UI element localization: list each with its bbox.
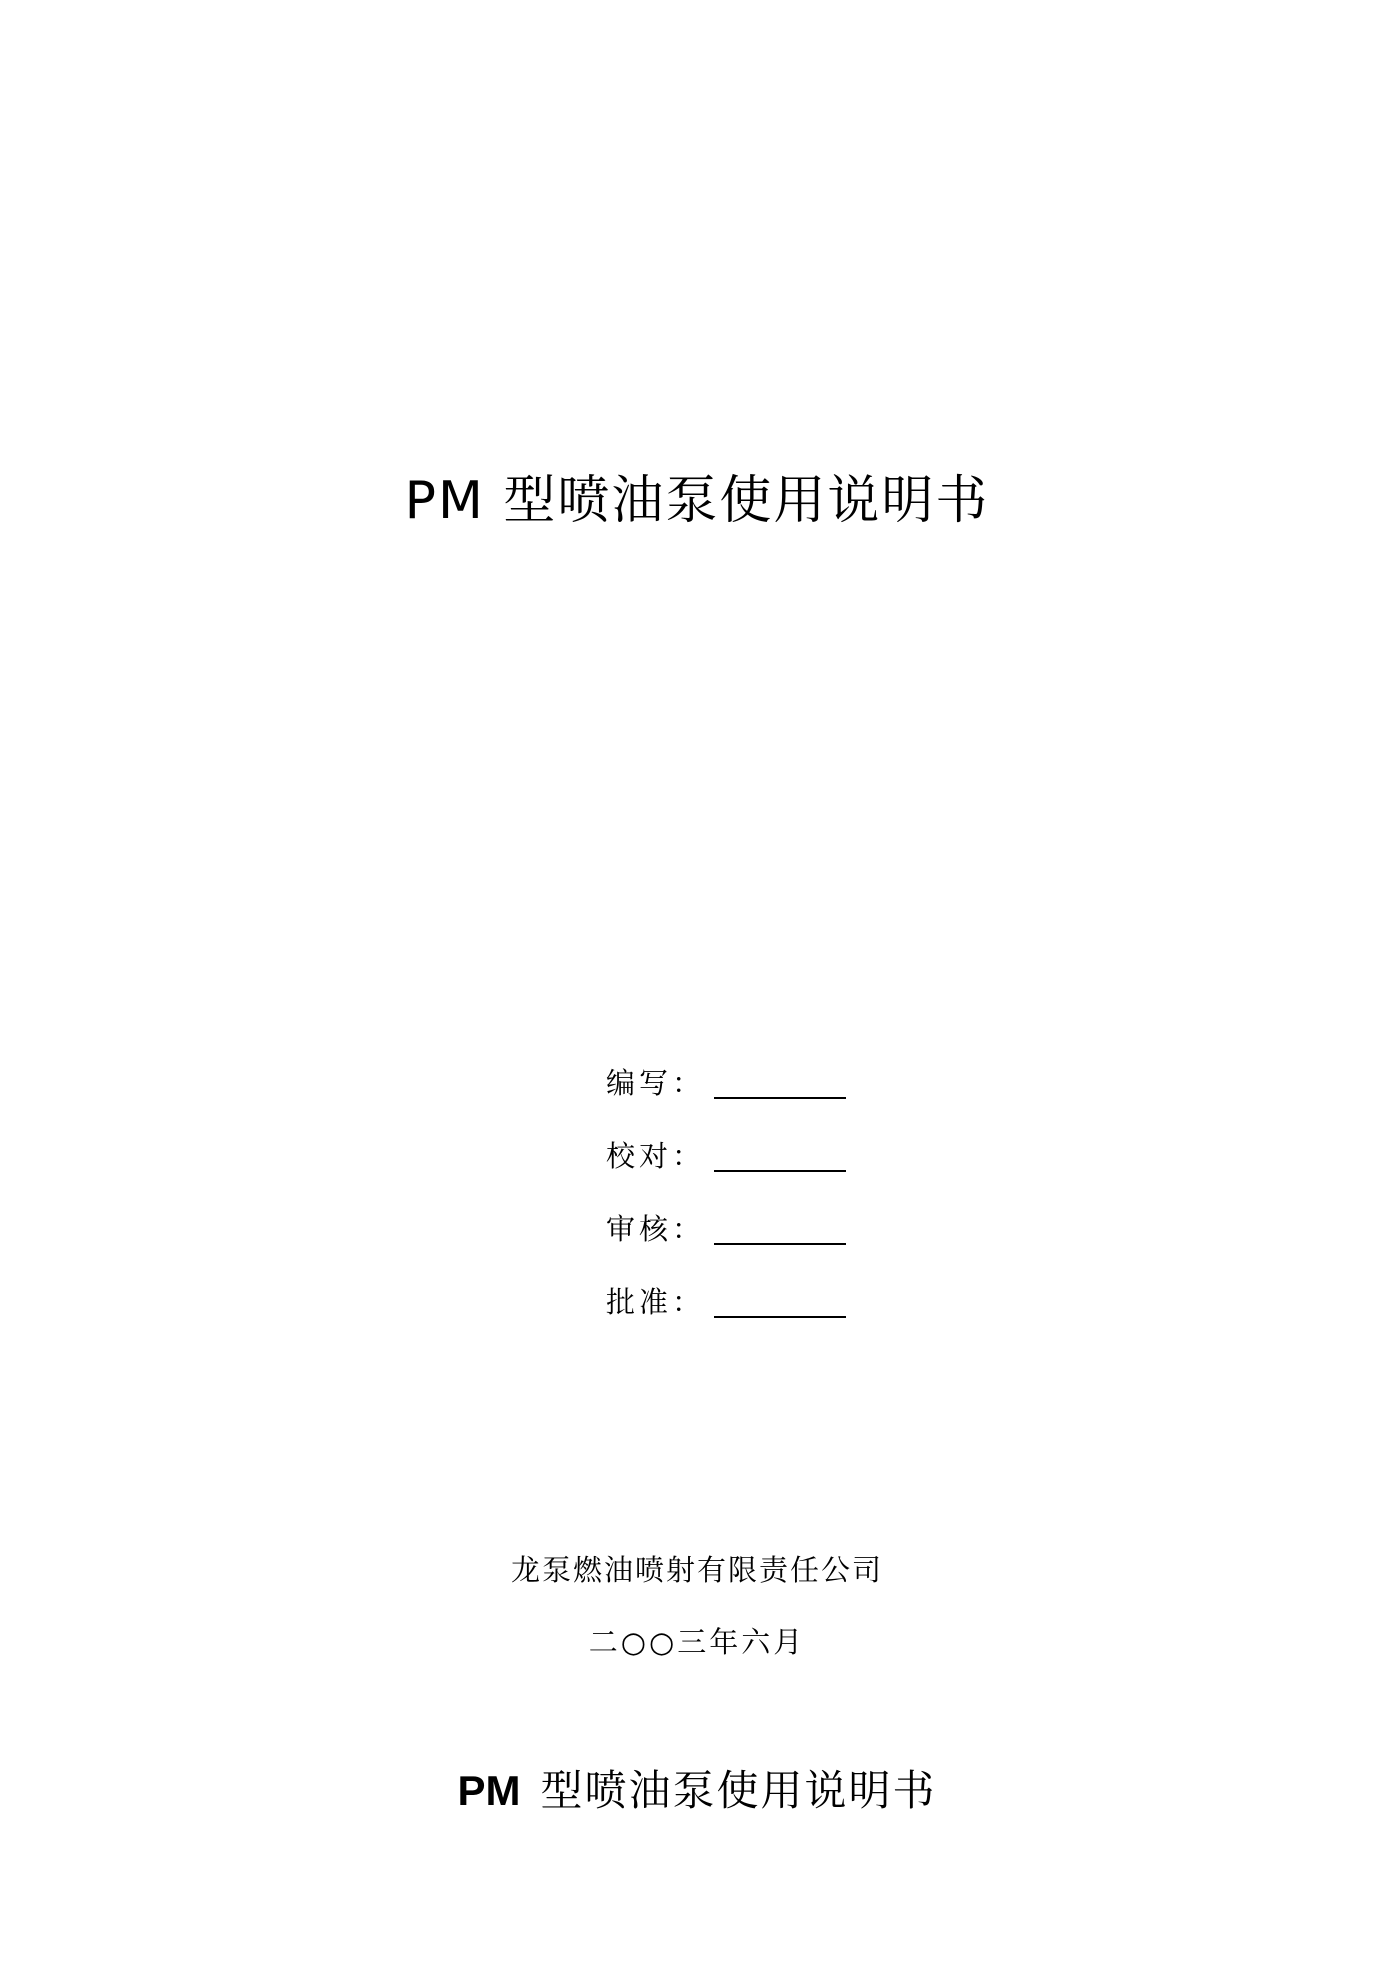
signoff-label: 批准： xyxy=(606,1285,706,1319)
cover-title: PM 型喷油泵使用说明书 xyxy=(404,471,990,531)
signature-blank-line xyxy=(714,1057,846,1099)
signoff-label: 审核： xyxy=(606,1212,706,1246)
publication-date: 二○○三年六月 xyxy=(588,1625,806,1659)
signoff-row-author xyxy=(606,1030,866,1103)
signoff-row-review xyxy=(606,1176,866,1249)
body-title-prefix: PM xyxy=(457,1767,521,1814)
signature-blank-line xyxy=(714,1203,846,1245)
signoff-row-approve xyxy=(606,1249,866,1322)
signoff-row-proofread xyxy=(606,1103,866,1176)
signoff-label: 校对： xyxy=(606,1139,706,1173)
company-name: 龙泵燃油喷射有限责任公司 xyxy=(510,1553,883,1587)
signature-blank-line xyxy=(714,1130,846,1172)
signoff-label: 编写： xyxy=(606,1066,706,1100)
body-title xyxy=(0,1758,1394,1818)
signoff-block xyxy=(606,1030,866,1322)
body-title-text: 型喷油泵使用说明书 xyxy=(540,1766,937,1815)
signature-blank-line xyxy=(714,1276,846,1318)
